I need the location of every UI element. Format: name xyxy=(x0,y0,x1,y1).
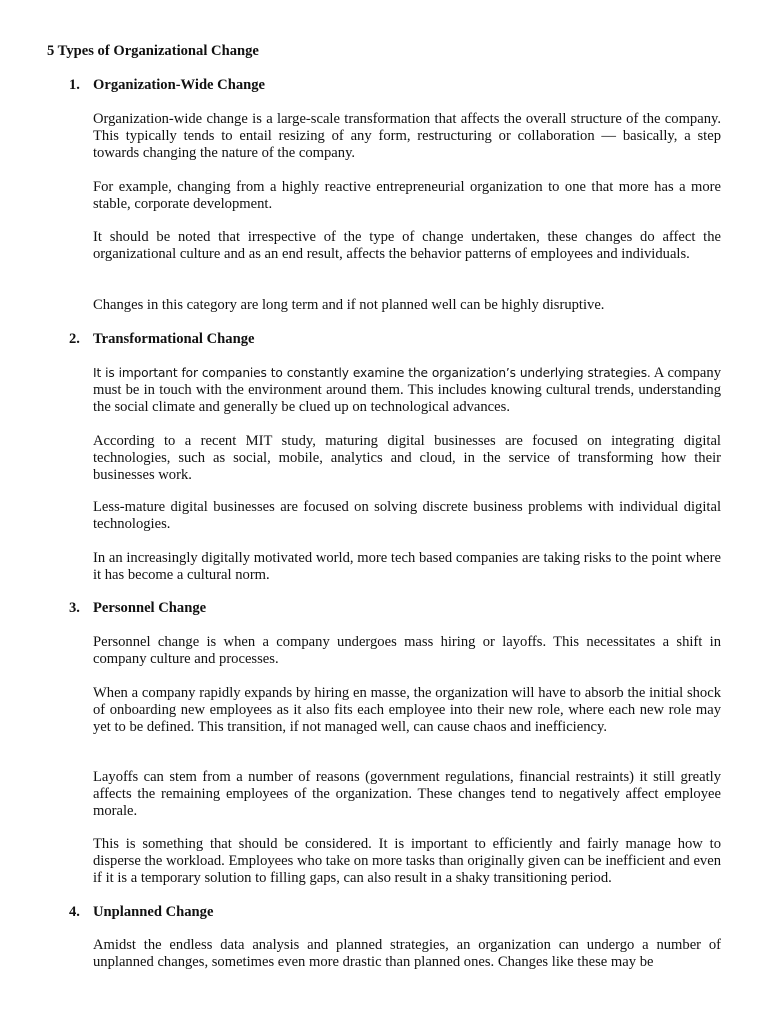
section-number: 4. xyxy=(69,904,80,920)
paragraph: For example, changing from a highly reactive entrepreneurial organization to one that more has a more stable, corporate development. xyxy=(93,179,721,212)
section-number: 3. xyxy=(69,600,80,616)
paragraph: Organization-wide change is a large-scale transformation that affects the overall structure of the company. This typically tends to entail resizing of any form, restructuring or collaboration — basically, a step towards changing the nature of the company. xyxy=(93,111,721,161)
section-heading-transformational xyxy=(69,331,254,348)
section-title: Organization-Wide Change xyxy=(93,77,266,93)
paragraph: Layoffs can stem from a number of reasons (government regulations, financial restraints) it still greatly affects the remaining employees of the organization. These changes tend to negatively affect employee morale. xyxy=(93,769,721,819)
paragraph: This is something that should be considered. It is important to efficiently and fairly manage how to disperse the workload. Employees who take on more tasks than originally given can be inefficient and even if it is a temporary solution to filling gaps, can also result in a shaky transitioning period. xyxy=(93,836,721,886)
section-title: Personnel Change xyxy=(93,600,207,616)
paragraph: Less-mature digital businesses are focused on solving discrete business problems with individual digital technologies. xyxy=(93,499,721,532)
paragraph: It should be noted that irrespective of the type of change undertaken, these changes do affect the organizational culture and as an end result, affects the behavior patterns of employees and individuals. xyxy=(93,229,721,262)
paragraph: According to a recent MIT study, maturing digital businesses are focused on integrating digital technologies, such as social, mobile, analytics and cloud, in the service of transforming how their businesses work. xyxy=(93,433,721,483)
paragraph-sans-lead: It is important for companies to constantly examine the organization’s underlying strategies. xyxy=(93,366,651,380)
paragraph-rest: A company must be in touch with the environment around them. This includes knowing cultural trends, understanding the social climate and generally be clued up on technological advances. xyxy=(93,365,721,415)
paragraph: When a company rapidly expands by hiring en masse, the organization will have to absorb the initial shock of onboarding new employees as it also fits each employee into their new role, where each new role may yet to be defined. This transition, if not managed well, can cause chaos and inefficiency. xyxy=(93,685,721,735)
paragraph: Amidst the endless data analysis and planned strategies, an organization can undergo a number of unplanned changes, sometimes even more drastic than planned ones. Changes like these may be xyxy=(93,937,721,970)
paragraph: In an increasingly digitally motivated world, more tech based companies are taking risks to the point where it has become a cultural norm. xyxy=(93,550,721,583)
section-heading-unplanned xyxy=(69,904,213,921)
section-number: 2. xyxy=(69,331,80,347)
paragraph: Changes in this category are long term and if not planned well can be highly disruptive. xyxy=(93,297,605,313)
section-heading-organization-wide xyxy=(69,77,265,94)
section-title: Unplanned Change xyxy=(93,904,214,920)
paragraph: Personnel change is when a company undergoes mass hiring or layoffs. This necessitates a shift in company culture and processes. xyxy=(93,634,721,667)
paragraph xyxy=(93,365,721,416)
section-title: Transformational Change xyxy=(93,331,255,347)
section-number: 1. xyxy=(69,77,80,93)
document-title: 5 Types of Organizational Change xyxy=(47,43,259,59)
section-heading-personnel xyxy=(69,600,206,617)
